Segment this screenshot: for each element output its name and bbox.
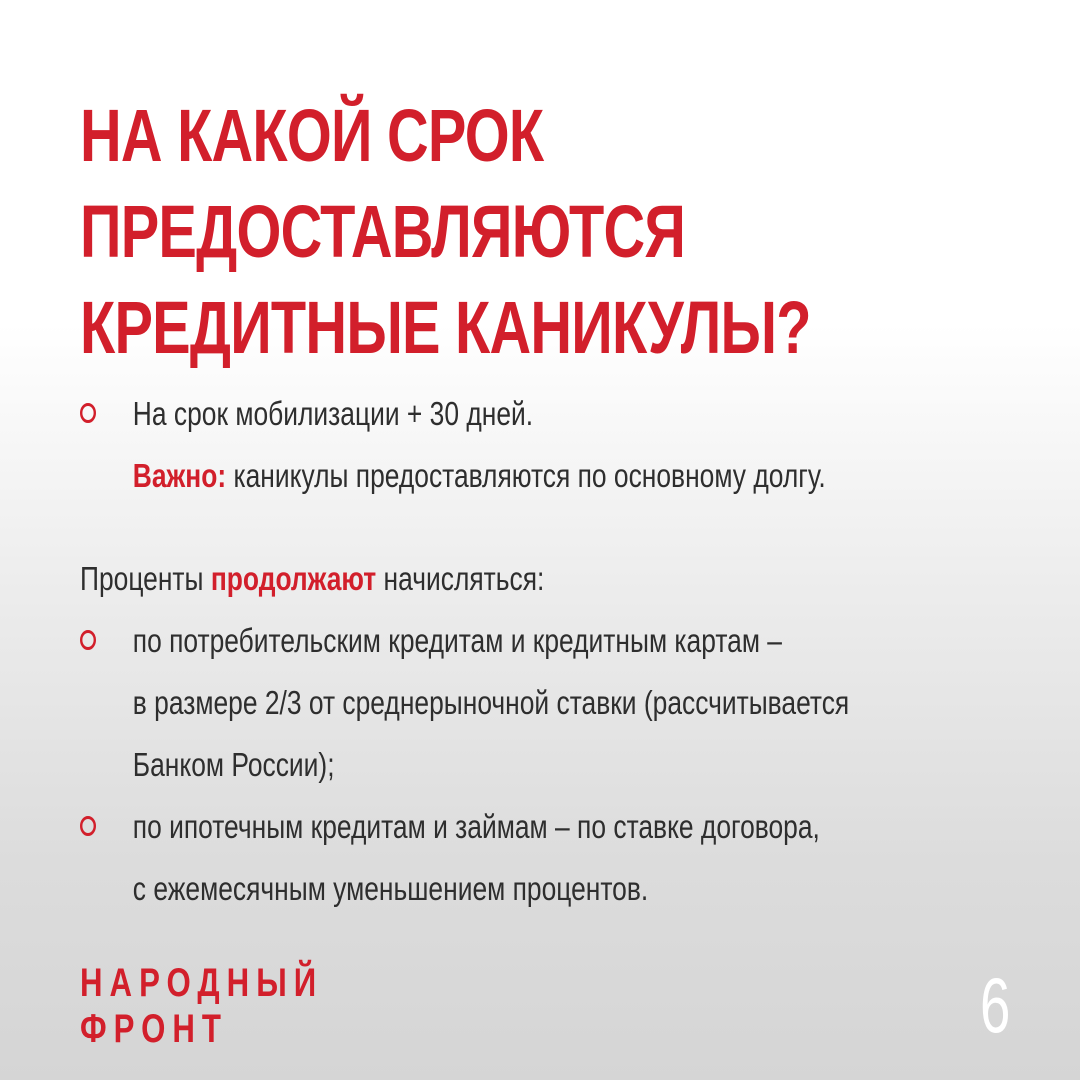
brand-logo [80,960,323,1052]
list-item-text: Банком России); [132,746,335,783]
list-item-continuation [80,672,880,734]
term-item [80,383,880,445]
page-title [80,88,811,376]
circle-bullet-icon [80,403,96,423]
interest-intro-before: Проценты [80,560,211,597]
list-item-text: с ежемесячным уменьшением процентов. [132,870,649,907]
interest-intro-highlight: продолжают [210,560,377,597]
list-item [80,610,880,672]
list-item-text: в размере 2/3 от среднерыночной ставки (рассчитывается [132,684,850,721]
page-number: 6 [979,961,1010,1049]
title-line-2: ПРЕДОСТАВЛЯЮТСЯ [80,190,686,273]
important-label: Важно: [132,457,227,494]
logo-line-2: ФРОНТ [80,1007,228,1051]
list-item-text: по ипотечным кредитам и займам – по ставке договора, [132,808,820,845]
important-text: каникулы предоставляются по основному долгу. [226,457,826,494]
interest-intro-after: начисляться: [376,560,545,597]
circle-bullet-icon [80,630,96,650]
term-section [80,383,1080,507]
term-text: На срок мобилизации + 30 дней. [132,395,534,432]
title-line-1: НА КАКОЙ СРОК [80,94,544,177]
important-note [80,445,880,507]
interest-section [80,548,1080,920]
list-item [80,796,880,858]
list-item-continuation [80,734,880,796]
logo-line-1: НАРОДНЫЙ [80,961,324,1005]
title-line-3: КРЕДИТНЫЕ КАНИКУЛЫ? [80,286,811,369]
list-item-text: по потребительским кредитам и кредитным картам – [132,622,782,659]
interest-intro [80,548,880,610]
circle-bullet-icon [80,816,96,836]
list-item-continuation [80,858,880,920]
